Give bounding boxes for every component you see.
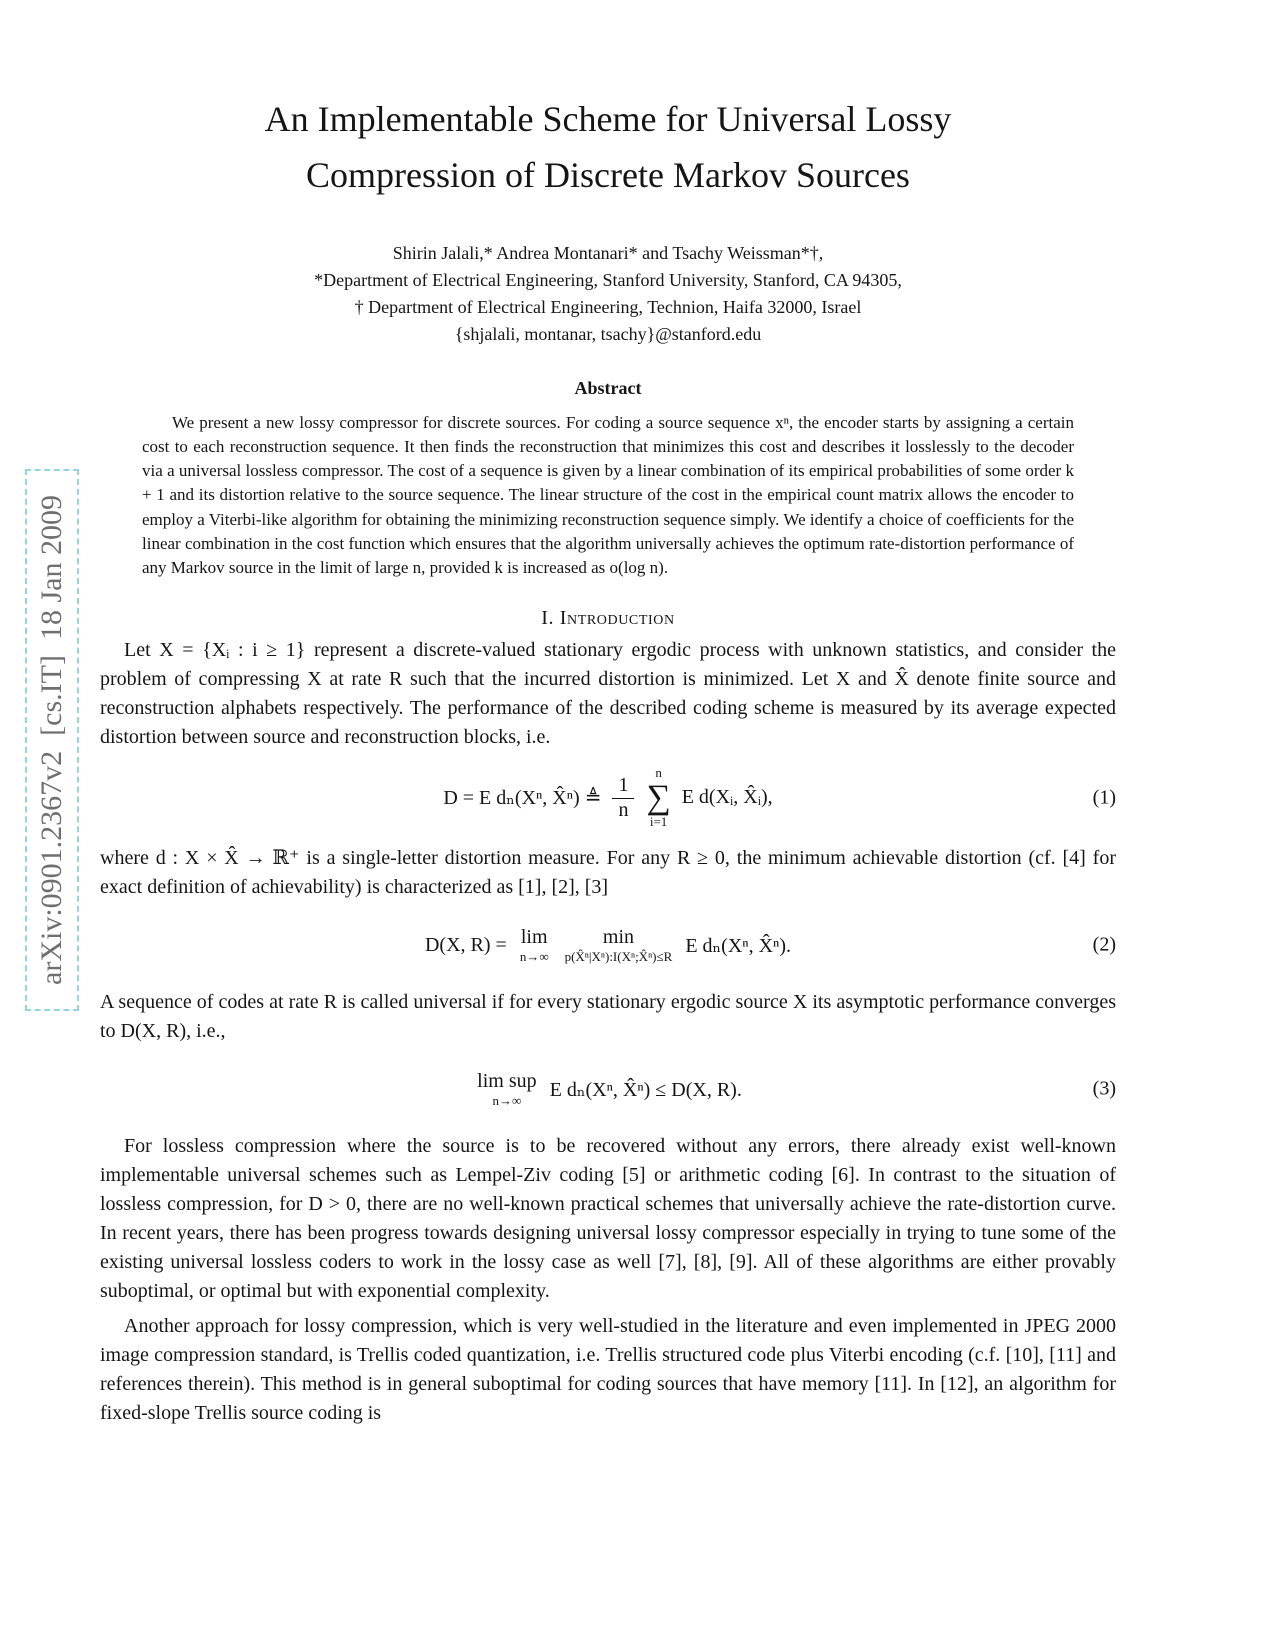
abstract-text: We present a new lossy compressor for discrete sources. For coding a source sequence xⁿ, the encoder starts by assigning a certain cost to each reconstruction sequence. It then finds the reconstruction that minimizes this cost and describes it losslessly to the decoder via a universal lossless compressor. The cost of a sequence is given by a linear combination of its empirical probabilities of some order k + 1 and its distortion relative to the source sequence. The linear structure of the cost in the empirical count matrix allows the encoder to employ a Viterbi-like algorithm for obtaining the minimizing reconstruction sequence simply. We identify a choice of coefficients for the linear combination in the cost function which ensures that the algorithm universally achieves the optimum rate-distortion performance of any Markov source in the limit of large n, provided k is increased as o(log n).: [142, 412, 1074, 578]
equation-3: [100, 1060, 1116, 1118]
eq1-frac-denominator: n: [618, 798, 629, 821]
eq1-lhs: D = E dₙ(Xⁿ, X̂ⁿ) ≜: [443, 787, 602, 810]
eq1-summation: [646, 766, 670, 831]
email-line: {shjalali, montanar, tsachy}@stanford.edu: [454, 323, 762, 344]
eq3-limsup-operator: [477, 1070, 536, 1109]
affiliation-technion: † Department of Electrical Engineering, Technion, Haifa 32000, Israel: [354, 296, 862, 317]
eq2-lhs: D(X, R) =: [424, 933, 507, 956]
section-heading-introduction: I. Introduction: [541, 606, 675, 629]
equation-2-body: [420, 926, 796, 965]
page-content: [100, 0, 1116, 1428]
eq2-rhs: E dₙ(Xⁿ, X̂ⁿ).: [685, 934, 791, 957]
eq2-lim: lim: [520, 925, 548, 948]
eq3-limsup-subscript: n→∞: [492, 1092, 522, 1108]
intro-paragraph-4: For lossless compression where the source is to be recovered without any errors, there already exist well-known implementable universal schemes such as Lempel-Ziv coding [5] or arithmetic coding [6]. In contrast to the situation of lossless compression, for D > 0, there are no well-known practical schemes that universally achieve the rate-distortion curve. In recent years, there has been progress towards designing universal lossy compressor especially in trying to tune some of the existing universal lossless coders to work in the lossy case as well [7], [8], [9]. All of these algorithms are either provably suboptimal, or optimal but with exponential complexity.: [100, 1135, 1116, 1303]
eq2-number: (2): [1092, 933, 1116, 956]
paper-title: [100, 92, 1116, 204]
intro-paragraph-2: where d : X × X̂ → ℝ⁺ is a single-letter distortion measure. For any R ≥ 0, the minimum achievable distortion (cf. [4] for exact definition of achievability) is characterized as [1], [2], [3]: [100, 847, 1116, 899]
equation-2: [100, 916, 1116, 974]
eq1-rhs: E d(Xᵢ, X̂ᵢ),: [681, 786, 773, 809]
equation-1-body: [438, 766, 777, 831]
eq1-sum-upper-limit: n: [655, 764, 662, 780]
intro-paragraph-5: Another approach for lossy compression, which is very well-studied in the literature and even implemented in JPEG 2000 image compression standard, is Trellis coded quantization, i.e. Trellis structured code plus Viterbi encoding (c.f. [10], [11] and references therein). This method is in general suboptimal for coding sources that have memory [11]. In [12], an algorithm for fixed-slope Trellis source coding is: [100, 1315, 1116, 1425]
eq2-limit-operator: [520, 926, 549, 965]
eq2-min-operator: [565, 926, 673, 965]
authors-block: [100, 240, 1116, 348]
arxiv-watermark: arXiv:0901.2367v2 [cs.IT] 18 Jan 2009: [25, 469, 79, 1011]
paper-title-line2: Compression of Discrete Markov Sources: [306, 154, 910, 195]
eq1-number: (1): [1092, 786, 1116, 809]
eq2-min: min: [602, 925, 635, 948]
affiliation-stanford: *Department of Electrical Engineering, Stanford University, Stanford, CA 94305,: [314, 269, 902, 290]
authors-line: Shirin Jalali,* Andrea Montanari* and Tsachy Weissman*†,: [392, 242, 824, 263]
equation-3-body: [469, 1070, 747, 1109]
intro-paragraph-1: Let X = {Xᵢ : i ≥ 1} represent a discrete-valued stationary ergodic process with unknown statistics, and consider the problem of compressing X at rate R such that the incurred distortion is minimized. Let X and X̂ denote finite source and reconstruction alphabets respectively. The performance of the described coding scheme is measured by its average expected distortion between source and reconstruction blocks, i.e.: [100, 638, 1116, 748]
eq1-fraction: [612, 774, 634, 822]
eq2-min-subscript: p(X̂ⁿ|Xⁿ):I(Xⁿ;X̂ⁿ)≤R: [564, 948, 673, 964]
summation-icon: ∑: [646, 778, 671, 816]
paper-title-line1: An Implementable Scheme for Universal Lossy: [264, 99, 952, 139]
equation-1: [100, 766, 1116, 831]
eq3-limsup: lim sup: [477, 1069, 537, 1092]
abstract-heading: Abstract: [574, 377, 642, 398]
intro-paragraph-3: A sequence of codes at rate R is called universal if for every stationary ergodic source X its asymptotic performance converges to D(X, R), i.e.,: [100, 991, 1116, 1043]
eq1-sum-lower-limit: i=1: [649, 814, 668, 830]
eq3-number: (3): [1092, 1077, 1116, 1100]
eq1-frac-numerator: 1: [612, 774, 634, 799]
eq3-body-text: E dₙ(Xⁿ, X̂ⁿ) ≤ D(X, R).: [549, 1078, 742, 1101]
eq2-lim-subscript: n→∞: [519, 948, 549, 964]
